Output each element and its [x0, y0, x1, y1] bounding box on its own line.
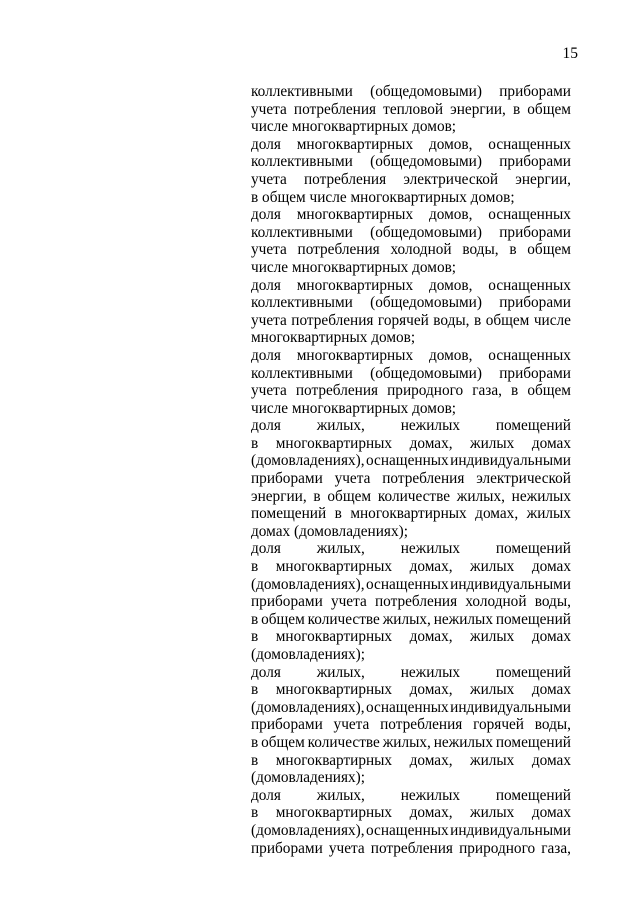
word: в общем числе многоквартирных домов; — [251, 188, 515, 206]
text-line — [251, 259, 571, 277]
word: потребления — [370, 839, 453, 857]
word: домах, — [409, 434, 453, 452]
word: многоквартирных — [275, 681, 393, 699]
word: (общедомовыми) — [370, 364, 482, 382]
word: потребления — [291, 311, 374, 329]
word: холодной — [465, 593, 527, 611]
word: воды, — [462, 241, 499, 259]
text-line — [251, 558, 571, 576]
word: в — [512, 100, 521, 118]
word: помещений — [495, 663, 571, 681]
word: в — [251, 733, 259, 751]
word: жилых, — [382, 733, 431, 751]
word: воды, — [534, 593, 571, 611]
word: учета — [251, 100, 287, 118]
word: приборами — [251, 593, 323, 611]
text-line — [251, 540, 571, 558]
word: учета — [328, 839, 365, 857]
word: домов, — [428, 206, 473, 224]
word: общем — [327, 487, 372, 505]
word: коллективными — [251, 223, 353, 241]
word: многоквартирных — [296, 346, 414, 364]
text-line — [251, 523, 571, 541]
word: в — [473, 311, 482, 329]
word: домах, — [409, 751, 453, 769]
word: жилых — [470, 681, 515, 699]
text-line — [251, 329, 571, 347]
word: домах, — [409, 558, 453, 576]
word: в — [251, 751, 259, 769]
word: горячей — [377, 311, 429, 329]
word: оснащенных — [488, 276, 571, 294]
text-line — [251, 593, 571, 611]
word: домов, — [428, 276, 473, 294]
word: учета — [251, 382, 287, 400]
word: домах, — [475, 505, 519, 523]
word: домах — [531, 558, 571, 576]
word: потребления — [297, 241, 380, 259]
word: нежилых — [433, 610, 493, 628]
word: нежилых — [400, 786, 460, 804]
text-line — [251, 435, 571, 453]
word: учета — [251, 241, 287, 259]
word: в — [251, 610, 259, 628]
word: энергии, — [450, 100, 506, 118]
word: приборами — [251, 716, 323, 734]
word: нежилых — [400, 417, 460, 435]
text-line — [251, 294, 571, 312]
word: жилых, — [382, 610, 431, 628]
word: в — [251, 558, 259, 576]
text-line — [251, 224, 571, 242]
word: многоквартирных — [275, 434, 393, 452]
text-line — [251, 347, 571, 365]
word: числе многоквартирных домов; — [251, 399, 457, 417]
word: в — [511, 382, 519, 400]
text-line — [251, 628, 571, 646]
word: энергии, — [251, 487, 307, 505]
text-line — [251, 787, 571, 805]
word: домах — [531, 804, 571, 822]
word: учета — [333, 716, 370, 734]
word: домах (домовладениях); — [251, 522, 408, 540]
word: (домовладениях), — [251, 575, 365, 593]
text-line — [251, 118, 571, 136]
word: (домовладениях), — [251, 452, 365, 470]
word: оснащенных — [366, 575, 449, 593]
word: в — [251, 804, 259, 822]
word: индивидуальными — [450, 452, 571, 470]
text-line — [251, 171, 571, 189]
word: общем — [527, 382, 571, 400]
word: домах — [531, 434, 571, 452]
word: индивидуальными — [450, 821, 571, 839]
word: многоквартирных — [275, 628, 393, 646]
text-line — [251, 840, 571, 858]
word: приборами — [499, 223, 571, 241]
word: в — [334, 505, 342, 523]
text-line — [251, 312, 571, 330]
word: числе многоквартирных домов; — [251, 258, 457, 276]
text-line — [251, 681, 571, 699]
word: помещений — [495, 540, 571, 558]
word: жилых — [470, 804, 515, 822]
word: количестве — [377, 487, 451, 505]
word: доля — [251, 663, 281, 681]
word: энергии, — [515, 170, 571, 188]
word: жилых, — [316, 663, 365, 681]
word: потребления — [382, 470, 465, 488]
word: доля — [251, 135, 281, 153]
word: нежилых — [400, 663, 460, 681]
word: потребления — [380, 716, 463, 734]
word: нежилых — [400, 540, 460, 558]
word: в — [251, 434, 259, 452]
word: (домовладениях); — [251, 769, 365, 787]
word: (общедомовыми) — [370, 294, 482, 312]
word: домах, — [409, 628, 453, 646]
text-line — [251, 241, 571, 259]
word: жилых, — [316, 786, 365, 804]
word: учета — [251, 311, 287, 329]
text-line — [251, 417, 571, 435]
word: помещений — [495, 610, 571, 628]
text-line — [251, 365, 571, 383]
word: электрической — [403, 170, 499, 188]
word: многоквартирных — [296, 276, 414, 294]
word: индивидуальными — [450, 698, 571, 716]
word: холодной — [390, 241, 452, 259]
word: нежилых — [511, 487, 571, 505]
word: помещений — [495, 417, 571, 435]
word: числе — [533, 311, 571, 329]
text-line — [251, 382, 571, 400]
word: (домовладениях); — [251, 646, 365, 663]
word: нежилых — [433, 733, 493, 751]
word: приборами — [499, 153, 571, 171]
word: домах, — [409, 804, 453, 822]
text-line — [251, 101, 571, 119]
word: многоквартирных — [275, 558, 393, 576]
word: домов, — [428, 135, 473, 153]
text-line — [251, 452, 571, 470]
word: потребления — [293, 100, 377, 118]
word: жилых — [470, 751, 515, 769]
word: числе многоквартирных домов; — [251, 118, 457, 136]
word: природного — [459, 839, 536, 857]
text-line — [251, 277, 571, 295]
text-line — [251, 83, 571, 101]
text-line — [251, 206, 571, 224]
word: приборами — [499, 83, 571, 100]
word: приборами — [499, 294, 571, 312]
word: жилых — [526, 505, 571, 523]
word: домах, — [409, 681, 453, 699]
word: электрической — [476, 470, 571, 488]
word: газа, — [541, 839, 571, 857]
page-number: 15 — [562, 45, 578, 62]
word: общем — [261, 733, 305, 751]
word: жилых — [470, 558, 515, 576]
text-line — [251, 699, 571, 717]
word: доля — [251, 346, 281, 364]
text-line — [251, 488, 571, 506]
word: приборами — [251, 839, 323, 857]
word: жилых — [470, 434, 515, 452]
word: жилых, — [316, 417, 365, 435]
word: общем — [527, 100, 571, 118]
word: оснащенных — [366, 452, 449, 470]
text-line — [251, 470, 571, 488]
word: в — [251, 681, 259, 699]
word: природного — [387, 382, 464, 400]
word: помещений — [495, 733, 571, 751]
word: многоквартирных — [296, 135, 414, 153]
word: количестве — [307, 733, 380, 751]
word: воды, — [534, 716, 571, 734]
word: доля — [251, 206, 281, 224]
word: общем — [485, 311, 530, 329]
word: доля — [251, 276, 281, 294]
word: потребления — [295, 382, 379, 400]
word: оснащенных — [366, 821, 449, 839]
word: многоквартирных домов; — [251, 329, 416, 347]
text-line — [251, 136, 571, 154]
text-line — [251, 734, 571, 752]
text-line — [251, 769, 571, 787]
word: оснащенных — [366, 698, 449, 716]
word: (домовладениях), — [251, 698, 365, 716]
word: помещений — [251, 505, 327, 523]
word: (домовладениях), — [251, 821, 365, 839]
text-line — [251, 716, 571, 734]
word: домах — [531, 628, 571, 646]
word: воды, — [433, 311, 470, 329]
word: газа, — [472, 382, 502, 400]
text-line — [251, 804, 571, 822]
word: (общедомовыми) — [370, 223, 482, 241]
text-line — [251, 153, 571, 171]
text-line — [251, 576, 571, 594]
word: приборами — [251, 470, 323, 488]
word: горячей — [473, 716, 524, 734]
word: домах — [531, 751, 571, 769]
word: коллективными — [251, 294, 353, 312]
word: доля — [251, 417, 281, 435]
word: доля — [251, 540, 281, 558]
word: жилых — [470, 628, 515, 646]
word: тепловой — [383, 100, 444, 118]
text-line — [251, 646, 571, 664]
word: коллективными — [251, 83, 353, 100]
word: домов, — [428, 346, 473, 364]
text-line — [251, 611, 571, 629]
text-line — [251, 752, 571, 770]
word: учета — [334, 470, 371, 488]
word: оснащенных — [488, 346, 571, 364]
word: потребления — [303, 170, 387, 188]
text-line — [251, 822, 571, 840]
word: учета — [251, 170, 287, 188]
word: (общедомовыми) — [370, 153, 482, 171]
word: учета — [330, 593, 367, 611]
word: доля — [251, 786, 281, 804]
word: индивидуальными — [450, 575, 571, 593]
word: коллективными — [251, 364, 353, 382]
text-line — [251, 664, 571, 682]
word: многоквартирных — [275, 804, 393, 822]
word: общем — [261, 610, 305, 628]
word: многоквартирных — [296, 206, 414, 224]
word: общем — [527, 241, 571, 259]
word: количестве — [307, 610, 380, 628]
word: жилых, — [316, 540, 365, 558]
text-line — [251, 505, 571, 523]
word: помещений — [495, 786, 571, 804]
text-line — [251, 400, 571, 418]
word: многоквартирных — [350, 505, 467, 523]
word: оснащенных — [488, 135, 571, 153]
word: жилых, — [456, 487, 505, 505]
word: в — [313, 487, 321, 505]
text-line — [251, 189, 571, 207]
word: (общедомовыми) — [370, 83, 482, 100]
word: коллективными — [251, 153, 353, 171]
word: в — [251, 628, 259, 646]
word: оснащенных — [488, 206, 571, 224]
body-text — [251, 83, 571, 857]
word: потребления — [374, 593, 458, 611]
word: многоквартирных — [275, 751, 393, 769]
word: приборами — [499, 364, 571, 382]
word: домах — [531, 681, 571, 699]
word: в — [509, 241, 517, 259]
